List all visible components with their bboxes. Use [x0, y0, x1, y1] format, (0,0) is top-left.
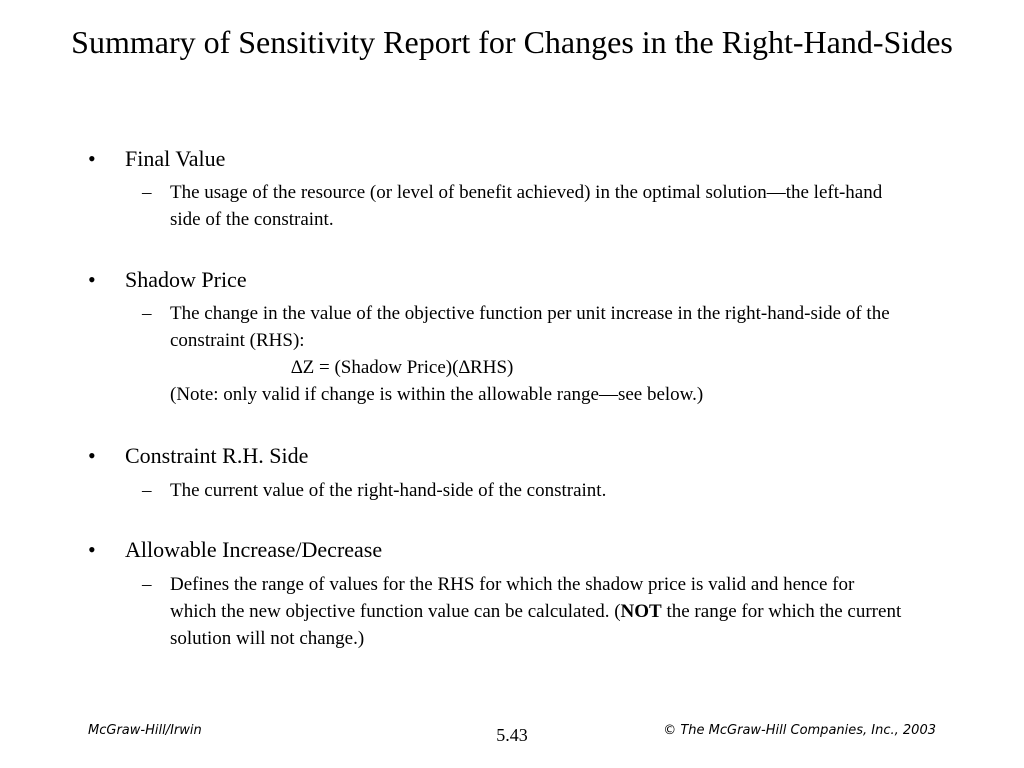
sub-item-text-group	[170, 571, 902, 652]
shadow-price-note: (Note: only valid if change is within the allowable range—see below.)	[170, 384, 704, 405]
footer-copyright: © The McGraw-Hill Companies, Inc., 2003	[663, 723, 936, 738]
sub-item-text: the range for which the current solution will not change.)	[170, 601, 902, 649]
slide-number: 5.43	[496, 725, 528, 745]
sub-item-final-value	[142, 179, 902, 233]
sub-item-constraint-rh-side	[142, 477, 902, 504]
sub-item-text: The current value of the right-hand-side of the constraint.	[170, 480, 607, 501]
bullet-label: Final Value	[125, 146, 226, 171]
bullet-glyph: •	[88, 537, 96, 562]
bullet-label: Shadow Price	[125, 267, 247, 292]
bullet-label: Constraint R.H. Side	[125, 443, 309, 468]
sub-item-text: The usage of the resource (or level of benefit achieved) in the optimal solution—the left-hand side of the constraint.	[170, 182, 883, 230]
dash-glyph: –	[142, 182, 152, 203]
dash-glyph: –	[142, 574, 152, 595]
sub-item-allowable-range	[142, 571, 902, 652]
sub-item-text: Defines the range of values for the RHS for which the shadow price is valid and hence for which the new objective function value can be calculated. (	[170, 574, 855, 622]
sub-item-text: The change in the value of the objective function per unit increase in the right-hand-side of the constraint (RHS):	[170, 303, 890, 351]
bullet-glyph: •	[88, 146, 96, 171]
bullet-glyph: •	[88, 267, 96, 292]
footer-publisher: McGraw-Hill/Irwin	[88, 723, 202, 738]
slide-title: Summary of Sensitivity Report for Changes in the Right-Hand-Sides	[71, 24, 953, 60]
bullet-label: Allowable Increase/Decrease	[125, 537, 383, 562]
shadow-price-formula: ∆Z = (Shadow Price)(∆RHS)	[291, 357, 514, 378]
sub-item-shadow-price	[142, 300, 902, 408]
dash-glyph: –	[142, 303, 152, 324]
dash-glyph: –	[142, 480, 152, 501]
bullet-glyph: •	[88, 443, 96, 468]
sub-item-text-group	[170, 300, 902, 408]
emphasis-not: NOT	[620, 601, 662, 622]
